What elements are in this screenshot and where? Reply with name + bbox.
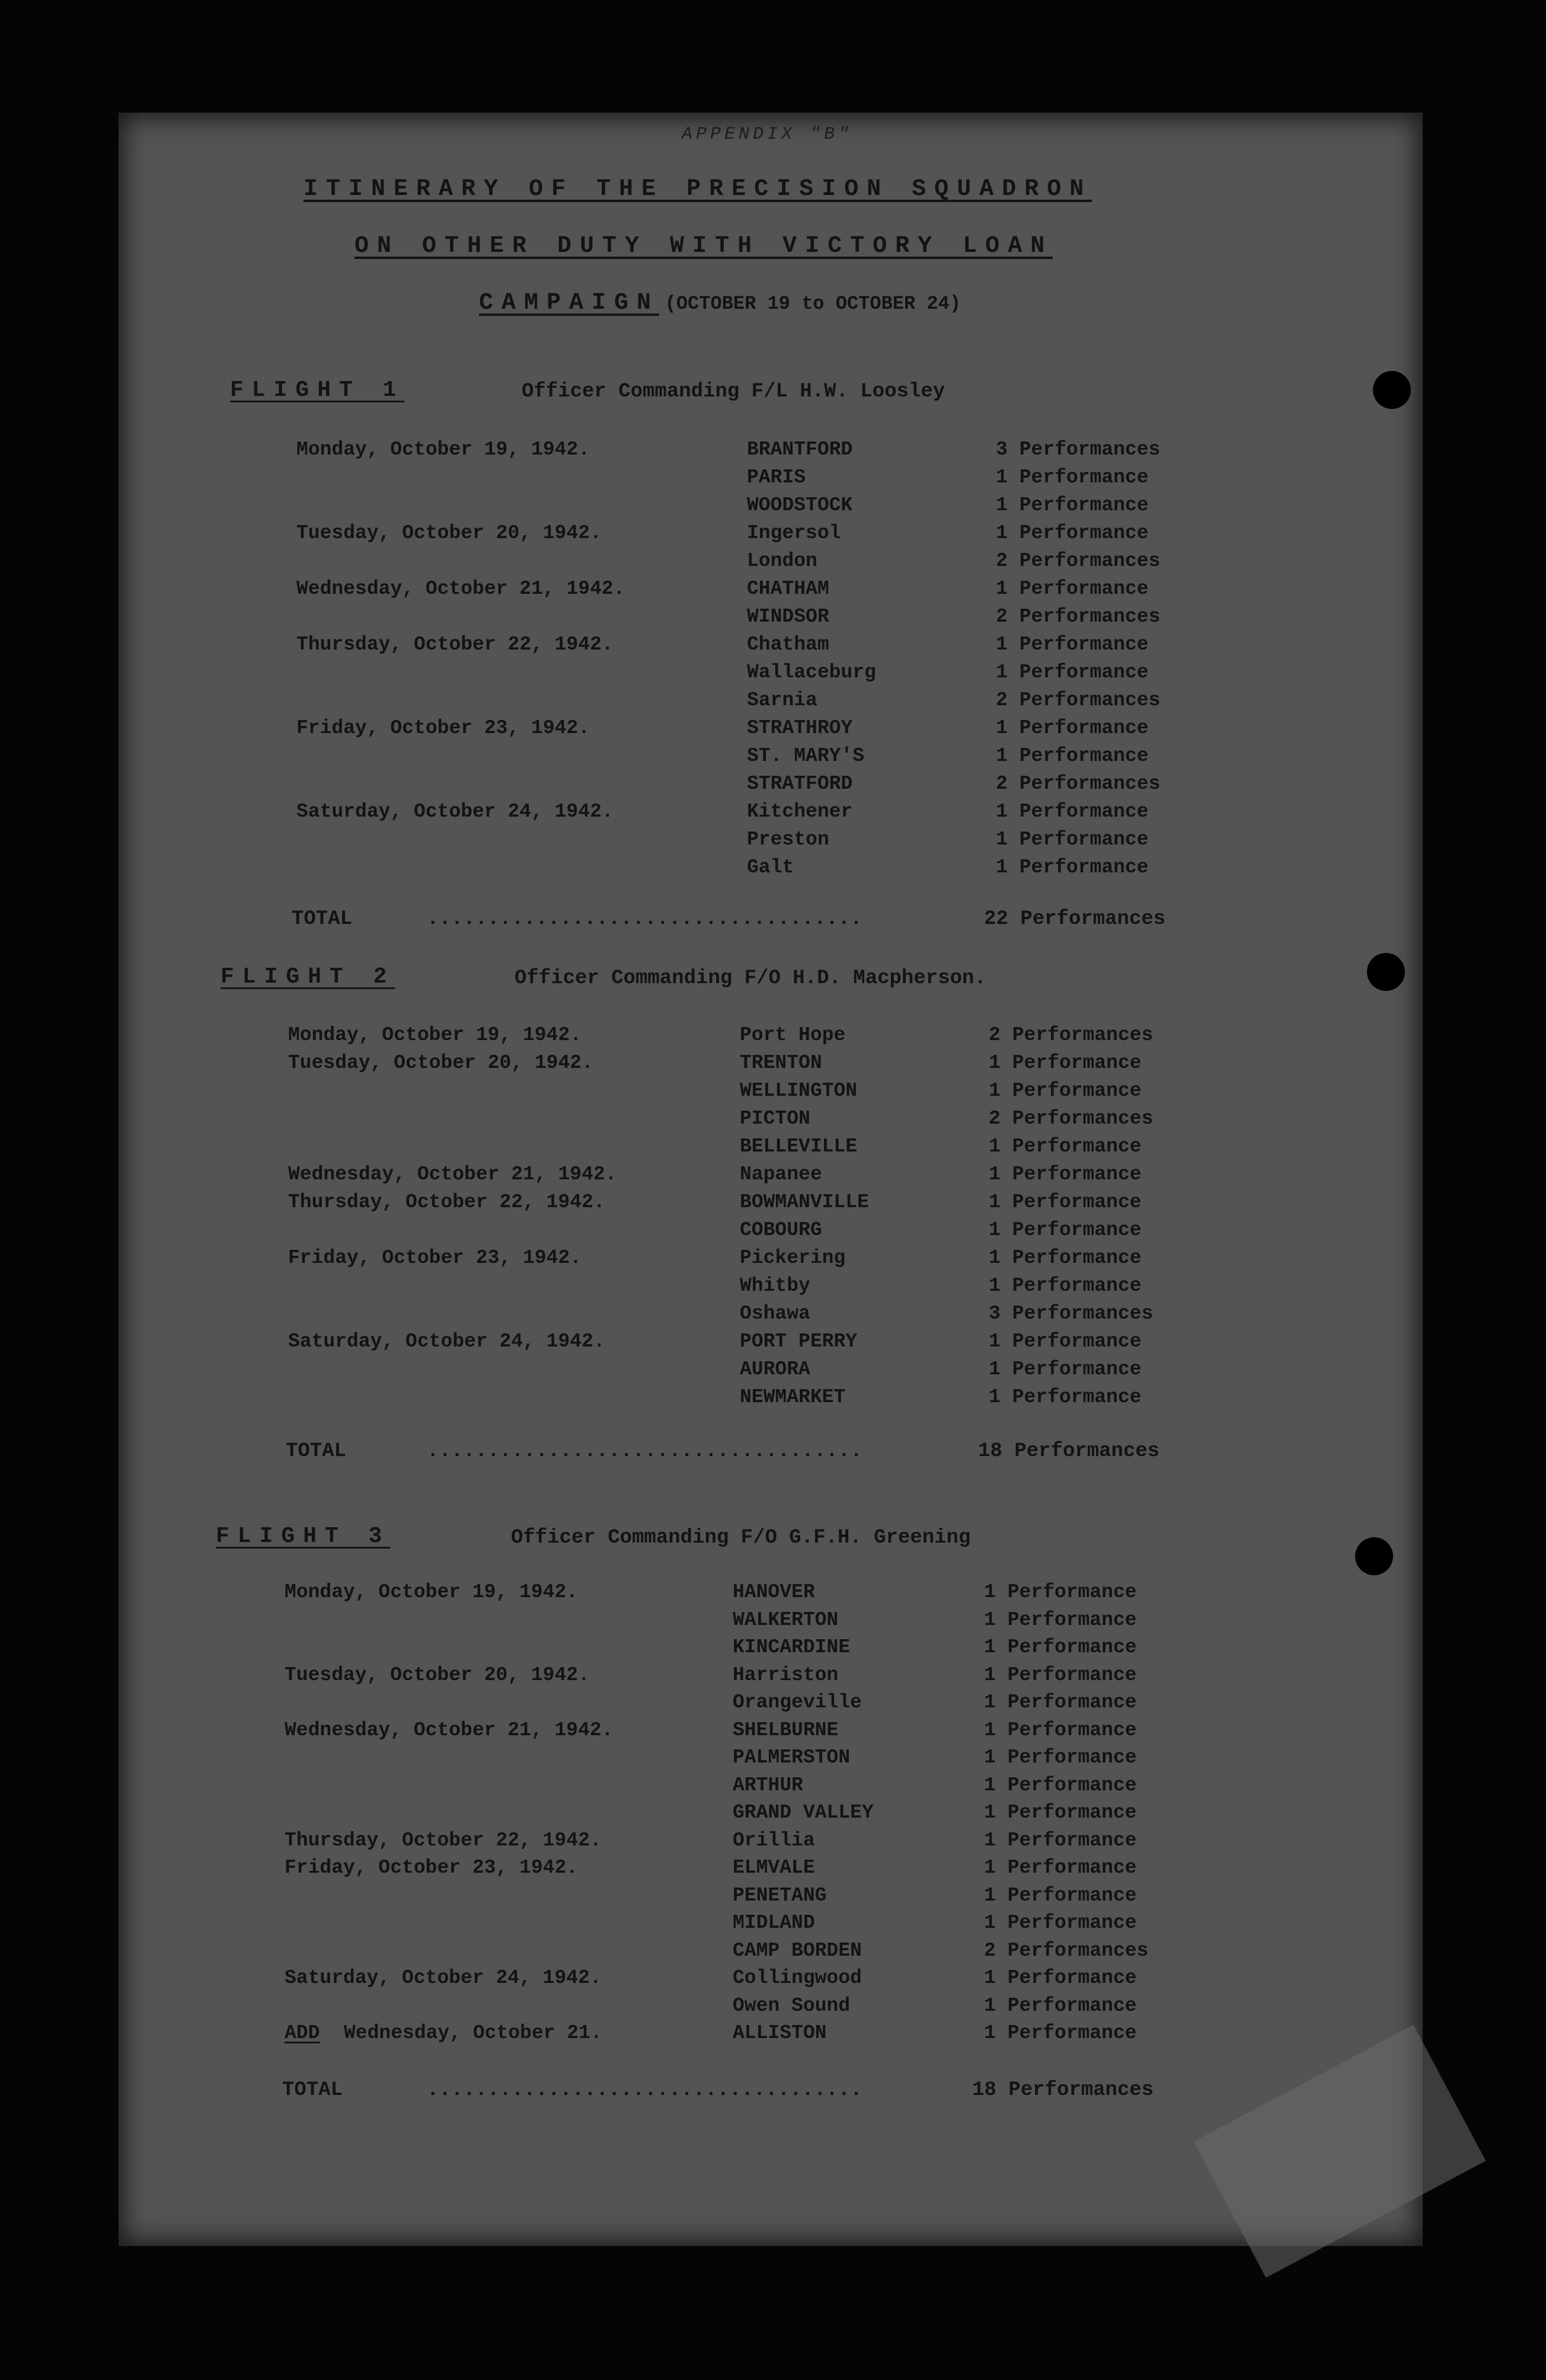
itinerary-performances: 1 Performance [989, 1358, 1142, 1380]
itinerary-date: Monday, October 19, 1942. [285, 1581, 579, 1603]
itinerary-performances: 2 Performances [996, 606, 1161, 628]
itinerary-performances: 1 Performance [996, 634, 1149, 655]
itinerary-performances: 2 Performances [996, 773, 1161, 795]
itinerary-performances: 1 Performance [984, 1829, 1137, 1851]
itinerary-place: Sarnia [747, 689, 817, 711]
itinerary-performances: 1 Performance [996, 522, 1149, 544]
itinerary-performances: 1 Performance [984, 1581, 1137, 1603]
itinerary-performances: 2 Performances [989, 1108, 1154, 1130]
itinerary-performances: 2 Performances [996, 550, 1161, 572]
itinerary-performances: 1 Performance [996, 801, 1149, 823]
appendix-label: APPENDIX "B" [682, 124, 853, 145]
itinerary-performances: 1 Performance [996, 856, 1149, 878]
total-leader-dots: .................................... [427, 908, 863, 930]
flight-heading: FLIGHT 3 [216, 1524, 391, 1549]
itinerary-performances: 1 Performance [989, 1163, 1142, 1185]
itinerary-date: Friday, October 23, 1942. [285, 1857, 579, 1879]
itinerary-performances: 1 Performance [989, 1052, 1142, 1074]
total-leader-dots: .................................... [427, 2079, 863, 2101]
itinerary-performances: 1 Performance [984, 1691, 1137, 1713]
itinerary-performances: 1 Performance [989, 1247, 1142, 1269]
itinerary-place: WINDSOR [747, 606, 829, 628]
itinerary-place: BOWMANVILLE [740, 1191, 869, 1213]
itinerary-place: Kitchener [747, 801, 853, 823]
itinerary-place: STRATFORD [747, 773, 853, 795]
itinerary-place: Napanee [740, 1163, 822, 1185]
itinerary-performances: 1 Performance [984, 1719, 1137, 1741]
itinerary-place: ST. MARY'S [747, 745, 865, 767]
itinerary-place: AURORA [740, 1358, 810, 1380]
itinerary-place: Wallaceburg [747, 661, 876, 683]
date-range: (OCTOBER 19 to OCTOBER 24) [665, 293, 961, 315]
itinerary-place: BRANTFORD [747, 439, 853, 460]
add-marker: ADD [285, 2022, 320, 2044]
itinerary-place: ARTHUR [733, 1774, 803, 1796]
total-leader-dots: .................................... [427, 1440, 863, 1463]
itinerary-date: Tuesday, October 20, 1942. [285, 1664, 590, 1686]
total-label: TOTAL [286, 1440, 347, 1463]
itinerary-performances: 2 Performances [996, 689, 1161, 711]
itinerary-place: Orillia [733, 1829, 815, 1851]
itinerary-place: Galt [747, 856, 794, 878]
officer-commanding: Officer Commanding F/L H.W. Loosley [522, 380, 946, 403]
itinerary-place: BELLEVILLE [740, 1135, 858, 1157]
itinerary-place: CHATHAM [747, 578, 829, 600]
itinerary-place: NEWMARKET [740, 1386, 846, 1408]
itinerary-date: Saturday, October 24, 1942. [285, 1967, 602, 1989]
itinerary-performances: 1 Performance [989, 1275, 1142, 1297]
itinerary-place: PICTON [740, 1108, 810, 1130]
document-title-line-2: ON OTHER DUTY WITH VICTORY LOAN [354, 233, 1053, 260]
itinerary-place: COBOURG [740, 1219, 822, 1241]
officer-commanding: Officer Commanding F/O G.F.H. Greening [511, 1527, 971, 1549]
itinerary-place: PALMERSTON [733, 1746, 851, 1768]
itinerary-place: Port Hope [740, 1024, 846, 1046]
itinerary-place: WOODSTOCK [747, 494, 853, 516]
itinerary-performances: 1 Performance [989, 1135, 1142, 1157]
itinerary-place: CAMP BORDEN [733, 1940, 862, 1962]
itinerary-place: WELLINGTON [740, 1080, 858, 1102]
itinerary-date: Tuesday, October 20, 1942. [288, 1052, 593, 1074]
itinerary-performances: 1 Performance [984, 1885, 1137, 1906]
itinerary-date: Saturday, October 24, 1942. [296, 801, 614, 823]
itinerary-performances: 1 Performance [996, 578, 1149, 600]
punch-hole [1355, 1537, 1393, 1575]
total-performances: 22 Performances [984, 908, 1166, 930]
itinerary-date: Monday, October 19, 1942. [296, 439, 590, 460]
itinerary-performances: 1 Performance [984, 1664, 1137, 1686]
itinerary-performances: 1 Performance [996, 745, 1149, 767]
itinerary-performances: 1 Performance [984, 1636, 1137, 1658]
itinerary-performances: 1 Performance [996, 661, 1149, 683]
total-performances: 18 Performances [972, 2079, 1154, 2101]
itinerary-place: MIDLAND [733, 1912, 815, 1934]
itinerary-date: Monday, October 19, 1942. [288, 1024, 582, 1046]
document-title-line-1: ITINERARY OF THE PRECISION SQUADRON [304, 176, 1093, 203]
document-title-line-3 [479, 292, 961, 315]
itinerary-place: Ingersol [747, 522, 841, 544]
total-performances: 18 Performances [978, 1440, 1160, 1463]
itinerary-place: Harriston [733, 1664, 839, 1686]
itinerary-date: Friday, October 23, 1942. [296, 717, 590, 739]
itinerary-date: Wednesday, October 21, 1942. [288, 1163, 617, 1185]
itinerary-date: Saturday, October 24, 1942. [288, 1330, 605, 1352]
itinerary-performances: 1 Performance [996, 494, 1149, 516]
itinerary-place: WALKERTON [733, 1609, 839, 1631]
itinerary-performances: 3 Performances [996, 439, 1161, 460]
itinerary-date: Thursday, October 22, 1942. [296, 634, 614, 655]
itinerary-place: Collingwood [733, 1967, 862, 1989]
total-label: TOTAL [282, 2079, 343, 2101]
itinerary-performances: 1 Performance [996, 828, 1149, 850]
officer-commanding: Officer Commanding F/O H.D. Macpherson. [515, 967, 986, 990]
campaign-word: CAMPAIGN [479, 290, 660, 316]
itinerary-performances: 1 Performance [989, 1219, 1142, 1241]
itinerary-place: TRENTON [740, 1052, 822, 1074]
itinerary-date: Friday, October 23, 1942. [288, 1247, 582, 1269]
itinerary-place: Oshawa [740, 1303, 810, 1325]
itinerary-place: PORT PERRY [740, 1330, 858, 1352]
itinerary-performances: 2 Performances [984, 1940, 1149, 1962]
itinerary-place: Pickering [740, 1247, 846, 1269]
itinerary-performances: 1 Performance [984, 1774, 1137, 1796]
itinerary-place: Owen Sound [733, 1995, 851, 2017]
itinerary-date: Wednesday, October 21, 1942. [285, 1719, 614, 1741]
itinerary-date: Thursday, October 22, 1942. [285, 1829, 602, 1851]
flight-heading: FLIGHT 1 [230, 378, 405, 403]
itinerary-place: Preston [747, 828, 829, 850]
itinerary-place: ELMVALE [733, 1857, 815, 1879]
itinerary-place: London [747, 550, 817, 572]
itinerary-performances: 1 Performance [984, 1857, 1137, 1879]
itinerary-place: HANOVER [733, 1581, 815, 1603]
itinerary-date: Wednesday, October 21. [344, 2022, 602, 2044]
itinerary-performances: 1 Performance [996, 466, 1149, 488]
itinerary-performances: 1 Performance [984, 1967, 1137, 1989]
flight-heading: FLIGHT 2 [221, 964, 395, 990]
punch-hole [1367, 953, 1405, 991]
itinerary-date: Thursday, October 22, 1942. [288, 1191, 605, 1213]
itinerary-performances: 1 Performance [989, 1386, 1142, 1408]
itinerary-place: KINCARDINE [733, 1636, 851, 1658]
itinerary-performances: 1 Performance [984, 1802, 1137, 1824]
itinerary-performances: 2 Performances [989, 1024, 1154, 1046]
itinerary-place: PARIS [747, 466, 806, 488]
itinerary-performances: 1 Performance [989, 1330, 1142, 1352]
itinerary-performances: 1 Performance [984, 1912, 1137, 1934]
itinerary-performances: 3 Performances [989, 1303, 1154, 1325]
punch-hole [1373, 371, 1411, 409]
itinerary-performances: 1 Performance [984, 1746, 1137, 1768]
itinerary-place: GRAND VALLEY [733, 1802, 874, 1824]
itinerary-place: PENETANG [733, 1885, 827, 1906]
itinerary-performances: 1 Performance [984, 2022, 1137, 2044]
itinerary-place: Chatham [747, 634, 829, 655]
itinerary-performances: 1 Performance [984, 1995, 1137, 2017]
itinerary-place: Orangeville [733, 1691, 862, 1713]
itinerary-date: Wednesday, October 21, 1942. [296, 578, 625, 600]
itinerary-place: SHELBURNE [733, 1719, 839, 1741]
total-label: TOTAL [292, 908, 353, 930]
itinerary-performances: 1 Performance [989, 1191, 1142, 1213]
itinerary-place: ALLISTON [733, 2022, 827, 2044]
itinerary-performances: 1 Performance [989, 1080, 1142, 1102]
itinerary-performances: 1 Performance [996, 717, 1149, 739]
itinerary-place: STRATHROY [747, 717, 853, 739]
itinerary-performances: 1 Performance [984, 1609, 1137, 1631]
itinerary-date: Tuesday, October 20, 1942. [296, 522, 602, 544]
itinerary-place: Whitby [740, 1275, 810, 1297]
